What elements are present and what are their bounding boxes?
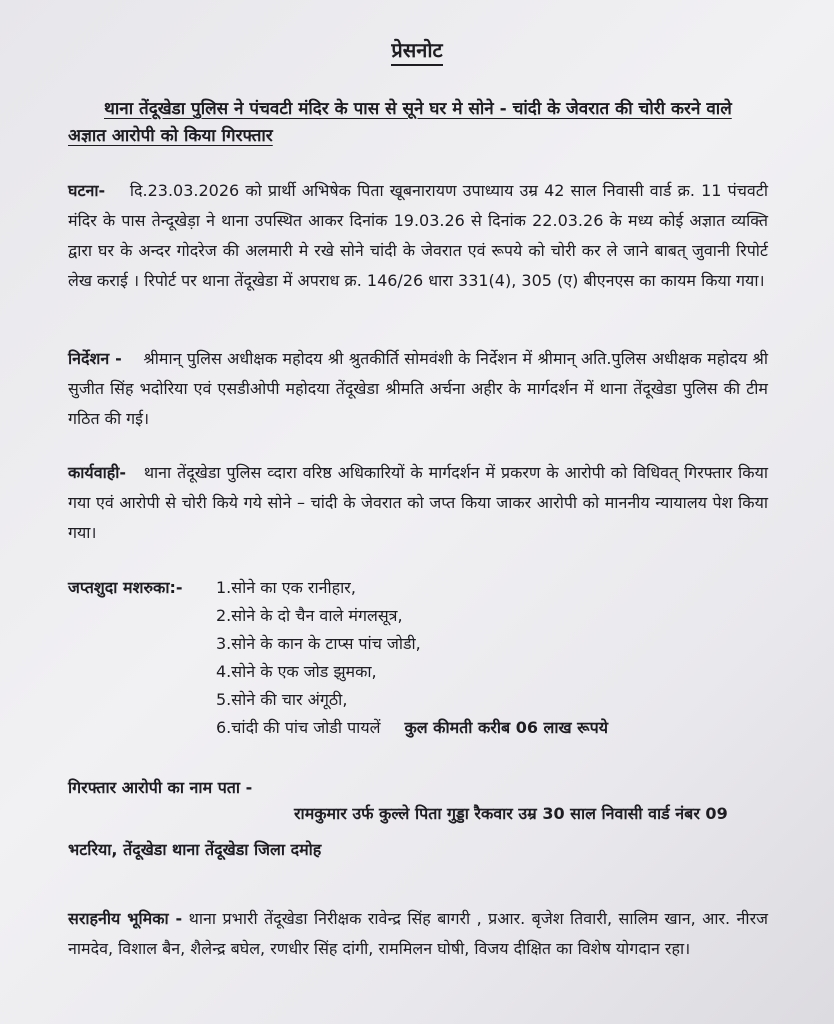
seized-item-text: 4.सोने के एक जोड झुमका, — [216, 662, 377, 681]
seized-item-text: 3.सोने के कान के टाप्स पांच जोडी, — [216, 634, 421, 653]
action-section — [68, 458, 768, 548]
direction-label: निर्देशन - — [68, 349, 122, 368]
commendable-section — [68, 904, 768, 964]
document-title — [0, 36, 834, 63]
seized-item-text: 2.सोने के दो चैन वाले मंगलसूत्र, — [216, 606, 403, 625]
seized-label: जप्तशुदा मशरुका:- — [68, 578, 183, 597]
seized-total: कुल कीमती करीब 06 लाख रूपये — [404, 718, 608, 737]
direction-text: श्रीमान् पुलिस अधीक्षक महोदय श्री श्रुतकीर्ति सोमवंशी के निर्देशन में श्रीमान् अति.पुलिस अधीक्षक महोदय श्री सुजीत सिंह भदोरिया एवं एसडीओपी महोदया तेंदूखेडा श्रीमति अर्चना अहीर के मार्गदर्शन में थाना तेंदूखेडा पुलिस की टीम गठित की गई। — [68, 349, 769, 428]
seized-section — [68, 574, 788, 737]
incident-label: घटना- — [68, 181, 106, 200]
seized-item-text: 6.चांदी की पांच जोडी पायलें — [216, 718, 381, 737]
seized-item — [216, 602, 776, 630]
seized-item — [216, 630, 776, 658]
incident-section — [68, 176, 768, 296]
seized-item — [216, 574, 776, 602]
commendable-text: थाना प्रभारी तेंदूखेडा निरीक्षक रावेन्द्र सिंह बागरी , प्रआर. बृजेश तिवारी, सालिम खान, आर. नीरज नामदेव, विशाल बैन, शैलेन्द्र बघेल, रणधीर सिंह दांगी, राममिलन घोषी, विजय दीक्षित का विशेष योगदान रहा। — [68, 909, 768, 958]
seized-item-text: 1.सोने का एक रानीहार, — [216, 578, 356, 597]
direction-section — [68, 344, 768, 434]
action-text: थाना तेंदूखेडा पुलिस व्दारा वरिष्ठ अधिकारियों के मार्गदर्शन में प्रकरण के आरोपी को विधिवत् गिरफ्तार किया गया एवं आरोपी से चोरी किये गये सोने – चांदी के जेवरात को जप्त किया जाकर आरोपी को माननीय न्यायालय पेश किया गया। — [68, 463, 768, 542]
accused-details: रामकुमार उर्फ कुल्ले पिता गुड्डा रैकवार उम्र 30 साल निवासी वार्ड नंबर 09 भटरिया, तेंदूखेडा थाना तेंदूखेडा जिला दमोह — [68, 804, 728, 859]
incident-text: दि.23.03.2026 को प्रार्थी अभिषेक पिता खूबनारायण उपाध्याय उम्र 42 साल निवासी वार्ड क्र. 11 पंचवटी मंदिर के पास तेन्दूखेड़ा ने थाना उपस्थित आकर दिनांक 19.03.26 से दिनांक 22.03.26 के मध्य कोई अज्ञात व्यक्ति द्वारा घर के अन्दर गोदरेज की अलमारी मे रखे सोने चांदी के जेवरात एवं रूपये को चोरी कर ले जाने बाबत् जुवानी रिपोर्ट लेख कराई । रिपोर्ट पर थाना तेंदूखेडा में अपराध क्र. 146/26 धारा 331(4), 305 (ए) बीएनएस का कायम किया गया। — [68, 181, 769, 290]
action-label: कार्यवाही- — [68, 463, 127, 482]
seized-item — [216, 714, 776, 742]
seized-item — [216, 686, 776, 714]
seized-item — [216, 658, 776, 686]
accused-label: गिरफ्तार आरोपी का नाम पता - — [68, 778, 253, 797]
seized-item-text: 5.सोने की चार अंगूठी, — [216, 690, 348, 709]
commendable-label: सराहनीय भूमिका - — [68, 909, 183, 928]
title-text: प्रेसनोट — [391, 38, 442, 66]
seized-list — [216, 574, 776, 742]
headline: थाना तेंदूखेडा पुलिस ने पंचवटी मंदिर के पास से सूने घर मे सोने - चांदी के जेवरात की चोरी करने वाले अज्ञात आरोपी को किया गिरफ्तार — [68, 99, 732, 146]
